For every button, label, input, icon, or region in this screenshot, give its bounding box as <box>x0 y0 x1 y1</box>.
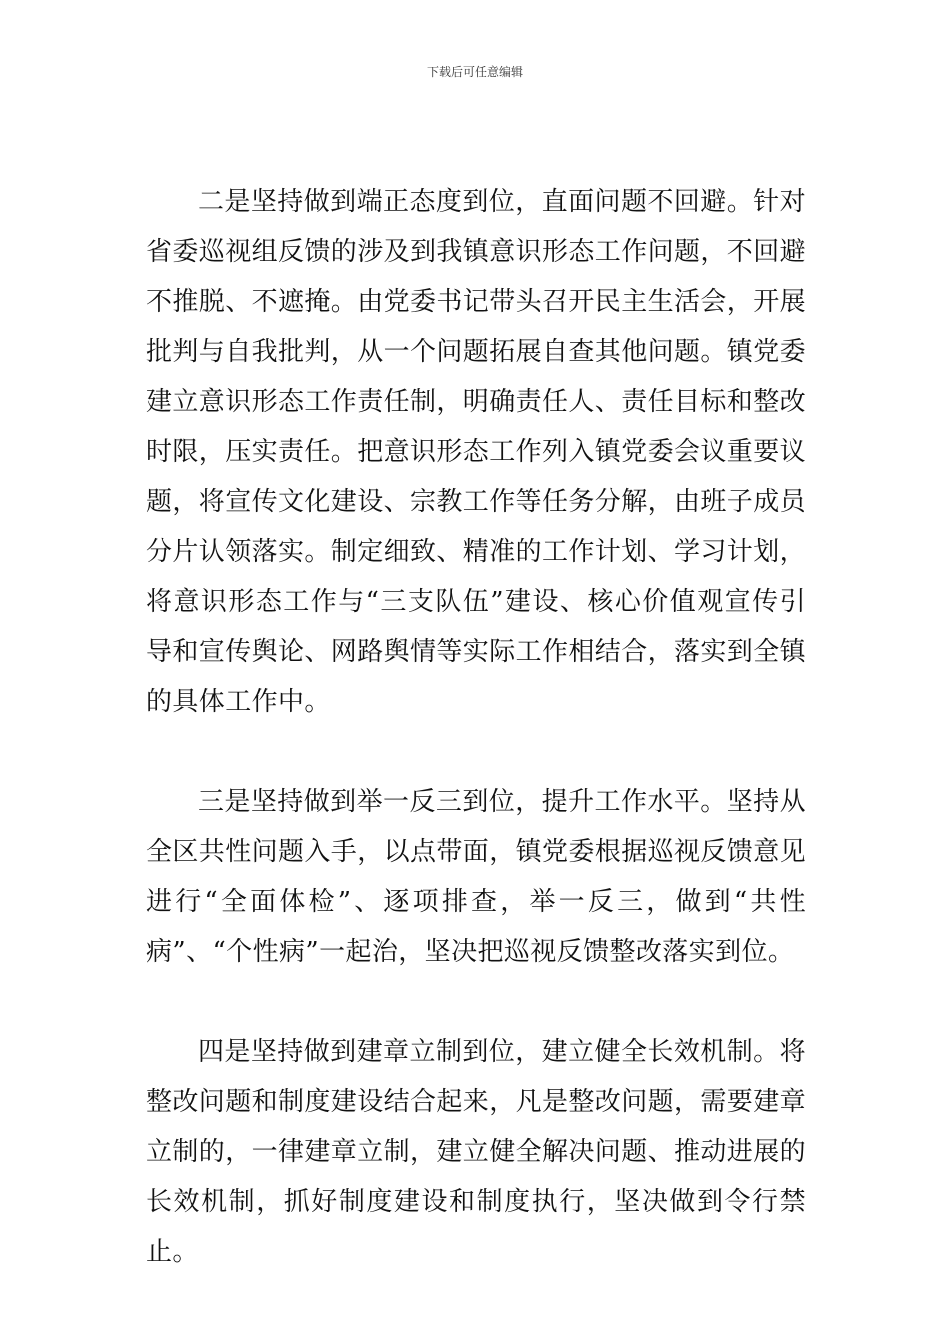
paragraph-2: 二是坚持做到端正态度到位，直面问题不回避。针对省委巡视组反馈的涉及到我镇意识形态工作问题，不回避不推脱、不遮掩。由党委书记带头召开民主生活会，开展批判与自我批判，从一个问题拓展自查其他问题。镇党委建立意识形态工作责任制，明确责任人、责任目标和整改时限，压实责任。把意识形态工作列入镇党委会议重要议题，将宣传文化建设、宗教工作等任务分解，由班子成员分片认领落实。制定细致、精准的工作计划、学习计划，将意识形态工作与“三支队伍”建设、核心价值观宣传引导和宣传舆论、网路舆情等实际工作相结合，落实到全镇的具体工作中。 <box>146 187 807 717</box>
document-body <box>146 177 806 1277</box>
paragraph-4: 四是坚持做到建章立制到位，建立健全长效机制。将整改问题和制度建设结合起来，凡是整改问题，需要建章立制的，一律建章立制，建立健全解决问题、推动进展的长效机制，抓好制度建设和制度执行，坚决做到令行禁止。 <box>146 1037 807 1267</box>
paragraph-3: 三是坚持做到举一反三到位，提升工作水平。坚持从全区共性问题入手，以点带面，镇党委根据巡视反馈意见进行“全面体检”、逐项排查，举一反三，做到“共性病”、“个性病”一起治，坚决把巡视反馈整改落实到位。 <box>146 787 807 967</box>
page-header: 下载后可任意编辑 <box>426 65 523 79</box>
